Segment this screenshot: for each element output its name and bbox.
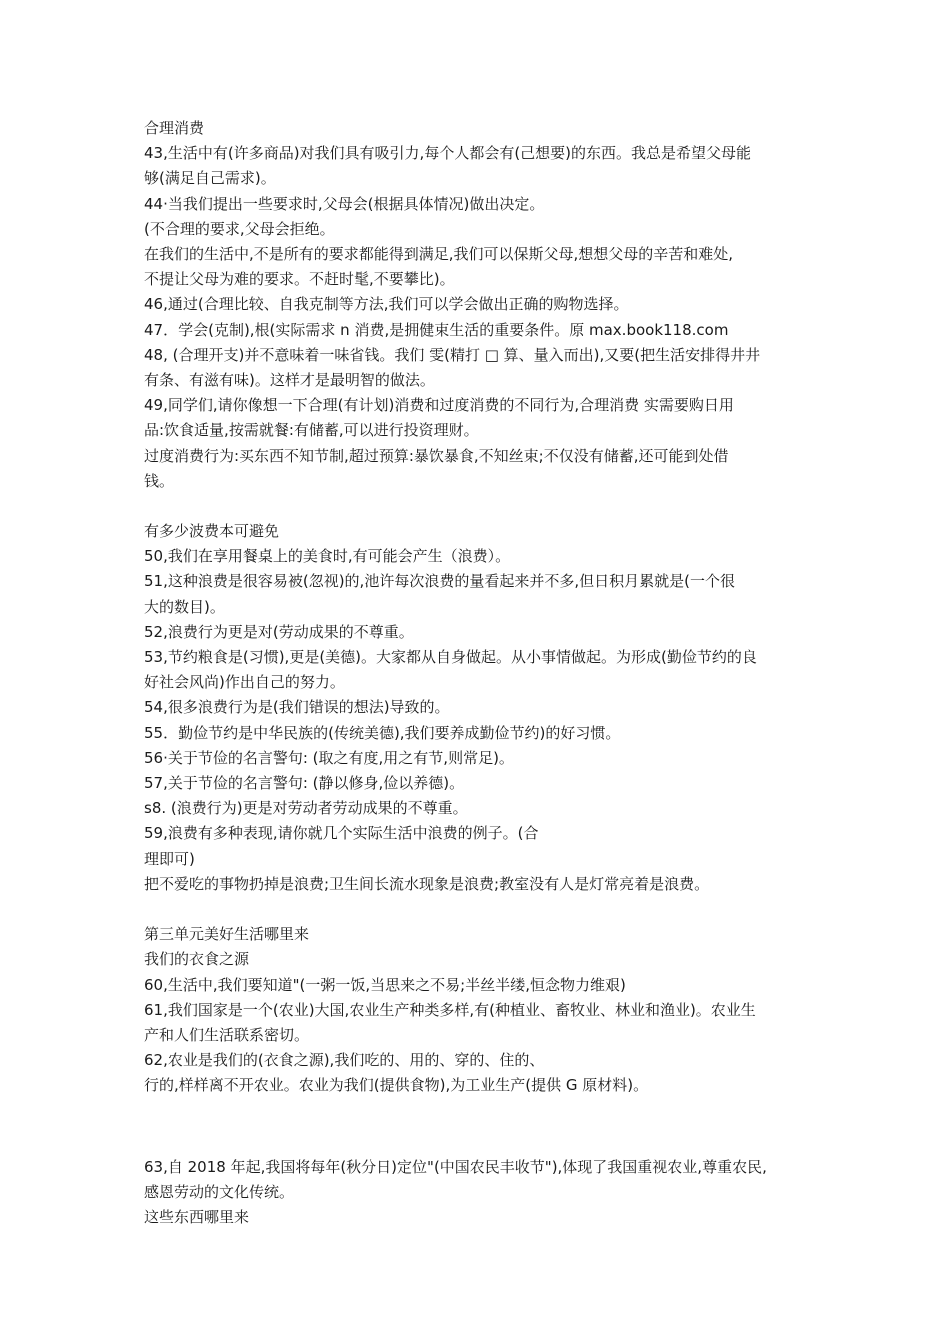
paragraph-gap: [144, 494, 812, 519]
item-61-line-1: 61,我们国家是一个(农业)大国,农业生产种类多样,有(种植业、畜牧业、林业和渔业)。农业生: [144, 1000, 756, 1019]
item-62-line-1: 62,农业是我们的(衣食之源),我们吃的、用的、穿的、住的、: [144, 1051, 545, 1070]
item-57: 57,关于节俭的名言警句: (静以修身,俭以养德)。: [144, 774, 465, 793]
item-59-line-2: 理即可): [144, 849, 195, 868]
item-49-line-1: 49,同学们,请你像想一下合理(有计划)消费和过度消费的不同行为,合理消费 实需要购日用: [144, 396, 734, 415]
item-47: 47．学会(克制),根(实际需求 n 消费,是拥健束生活的重要条件。原 max.book118.com: [144, 320, 729, 339]
item-50: 50,我们在享用餐桌上的美食时,有可能会产生（浪费）。: [144, 547, 511, 566]
unit-heading-unit-3: 第三单元美好生活哪里来: [144, 925, 310, 944]
item-48-line-1: 48, (合理开支)并不意味着一味省钱。我们 雯(精打 □ 算、量入而出),又要(把生活安排得井井: [144, 345, 761, 364]
paragraph-gap: [144, 1099, 812, 1155]
item-49-line-3: 过度消费行为:买东西不知节制,超过预算:暴饮暴食,不知丝束;不仅没有储蓄,还可能到处借: [144, 446, 729, 465]
item-43-line-2: 够(满足自己需求)。: [144, 169, 276, 188]
item-51-line-2: 大的数目)。: [144, 597, 225, 616]
item-60: 60,生活中,我们要知道"(一粥一饭,当思来之不易;半丝半缕,恒念物力维艰): [144, 975, 626, 994]
section-heading-reasonable-consumption: 合理消费: [144, 119, 205, 137]
item-51-line-1: 51,这种浪费是很容易被(忽视)的,池许每次浪费的量看起来并不多,但日积月累就是(一个很: [144, 572, 735, 591]
item-62-line-2: 行的,样样离不开农业。农业为我们(提供食物),为工业生产(提供 G 原材料)。: [144, 1076, 649, 1095]
item-59-line-1: 59,浪费有多种表现,请你就几个实际生活中浪费的例子。(合: [144, 824, 539, 843]
item-61-line-2: 产和人们生活联系密切。: [144, 1025, 310, 1044]
item-44-line-1: 44·当我们提出一些要求时,父母会(根据具体情况)做出决定。: [144, 194, 545, 213]
item-58: s8. (浪费行为)更是对劳动者劳动成果的不尊重。: [144, 799, 468, 818]
item-59-line-3: 把不爱吃的事物扔掉是浪费;卫生间长流水现象是浪费;教室没有人是灯常亮着是浪费。: [144, 874, 710, 893]
item-53-line-2: 好社会风尚)作出自己的努力。: [144, 673, 345, 692]
item-44-line-2: (不合理的要求,父母会拒绝。: [144, 219, 335, 238]
item-56: 56·关于节俭的名言警句: (取之有度,用之有节,则常足)。: [144, 748, 514, 767]
document-page: [144, 116, 812, 1230]
paragraph-gap: [144, 897, 812, 922]
item-52: 52,浪费行为更是对(劳动成果的不尊重。: [144, 622, 414, 641]
section-heading-avoidable-waste: 有多少波费本可避免: [144, 522, 280, 541]
item-44-line-3: 在我们的生活中,不是所有的要求都能得到满足,我们可以保斯父母,想想父母的辛苦和难处,: [144, 245, 734, 264]
item-55: 55．勤俭节约是中华民族的(传统美德),我们要养成勤俭节约)的好习惯。: [144, 723, 621, 742]
section-heading-where-things-come-from: 这些东西哪里来: [144, 1207, 250, 1226]
item-53-line-1: 53,节约粮食是(习惯),更是(美德)。大家都从自身做起。从小事情做起。为形成(勤俭节约的良: [144, 648, 757, 667]
item-63-line-2: 感恩劳动的文化传统。: [144, 1182, 295, 1201]
item-46: 46,通过(合理比较、自我克制等方法,我们可以学会做出正确的购物选择。: [144, 295, 629, 314]
item-63-line-1: 63,自 2018 年起,我国将每年(秋分日)定位"(中国农民丰收节"),体现了我国重视农业,尊重农民,: [144, 1157, 767, 1176]
item-44-line-4: 不提让父母为难的要求。不赶时髦,不要攀比)。: [144, 270, 455, 289]
item-43-line-1: 43,生活中有(许多商品)对我们具有吸引力,每个人都会有(己想要)的东西。我总是希望父母能: [144, 144, 752, 163]
item-48-line-2: 有条、有滋有味)。这样才是最明智的做法。: [144, 371, 435, 390]
item-49-line-2: 品:饮食适量,按需就餐:有储蓄,可以进行投资理财。: [144, 421, 479, 440]
item-54: 54,很多浪费行为是(我们错误的想法)导致的。: [144, 698, 450, 717]
section-heading-food-and-clothing: 我们的衣食之源: [144, 950, 250, 969]
item-49-line-4: 钱。: [144, 471, 175, 490]
